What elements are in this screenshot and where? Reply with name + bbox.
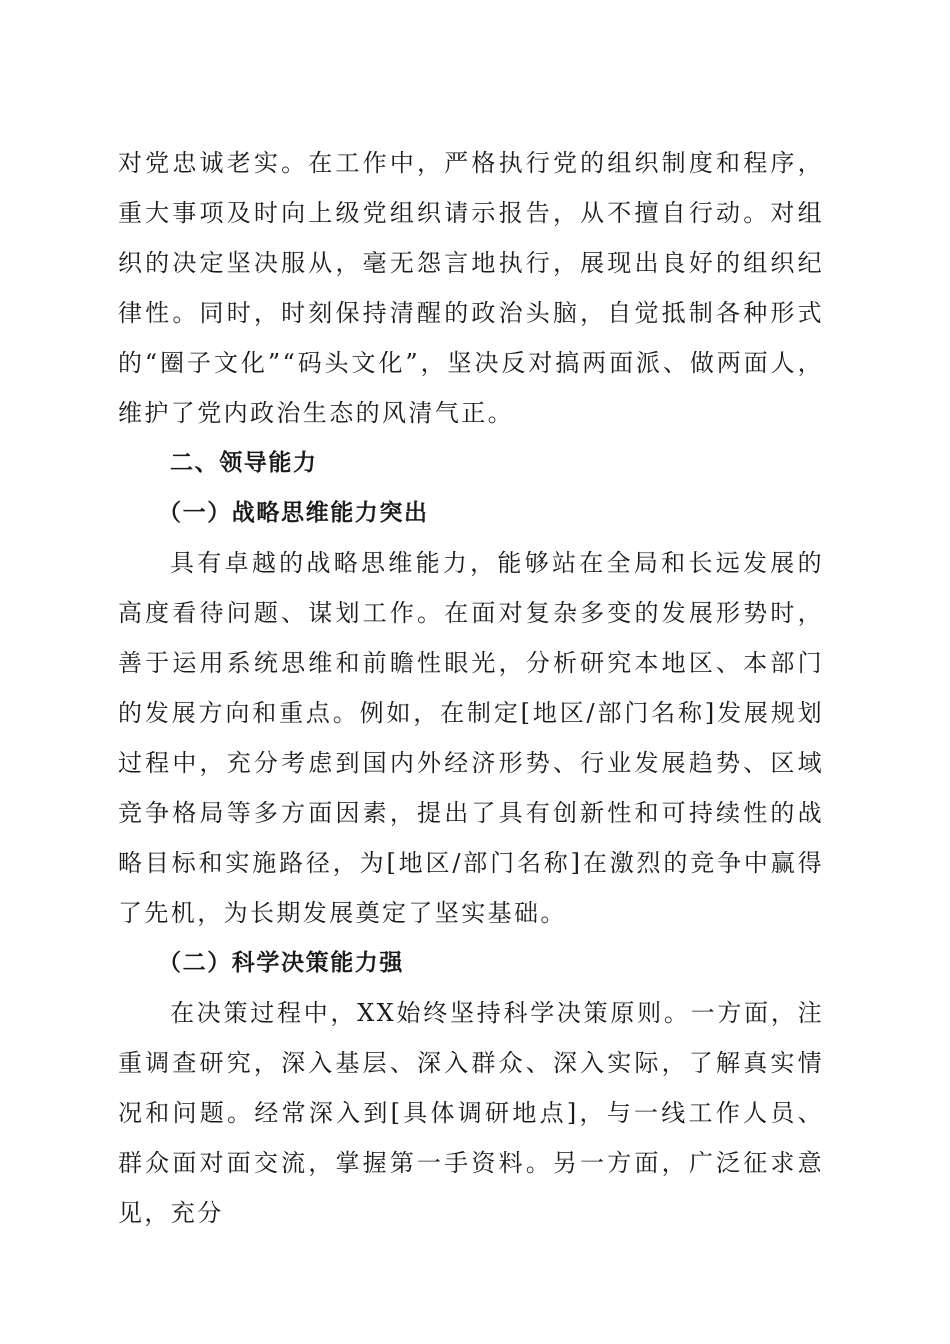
- paragraph-strategic-thinking: 具有卓越的战略思维能力，能够站在全局和长远发展的高度看待问题、谋划工作。在面对复杂多变的发展形势时，善于运用系统思维和前瞻性眼光，分析研究本地区、本部门的发展方向和重点。例如，在制定[地区/部门名称]发展规划过程中，充分考虑到国内外经济形势、行业发展趋势、区域竞争格局等多方面因素，提出了具有创新性和可持续性的战略目标和实施路径，为[地区/部门名称]在激烈的竞争中赢得了先机，为长期发展奠定了坚实基础。: [118, 549, 824, 927]
- subsection-heading-scientific-decision: （二）科学决策能力强: [158, 950, 404, 976]
- section-heading-leadership: 二、领导能力: [170, 450, 318, 476]
- paragraph-scientific-decision: 在决策过程中，XX始终坚持科学决策原则。一方面，注重调查研究，深入基层、深入群众、深入实际，了解真实情况和问题。经常深入到[具体调研地点]，与一线工作人员、群众面对面交流，掌握第一手资料。另一方面，广泛征求意见，充分: [118, 999, 824, 1227]
- document-body: [118, 138, 824, 1238]
- subsection-heading-strategic-thinking: （一）战略思维能力突出: [158, 500, 429, 526]
- paragraph-party-loyalty: 对党忠诚老实。在工作中，严格执行党的组织制度和程序，重大事项及时向上级党组织请示报告，从不擅自行动。对组织的决定坚决服从，毫无怨言地执行，展现出良好的组织纪律性。同时，时刻保持清醒的政治头脑，自觉抵制各种形式的“圈子文化”“码头文化”，坚决反对搞两面派、做两面人，维护了党内政治生态的风清气正。: [118, 149, 824, 427]
